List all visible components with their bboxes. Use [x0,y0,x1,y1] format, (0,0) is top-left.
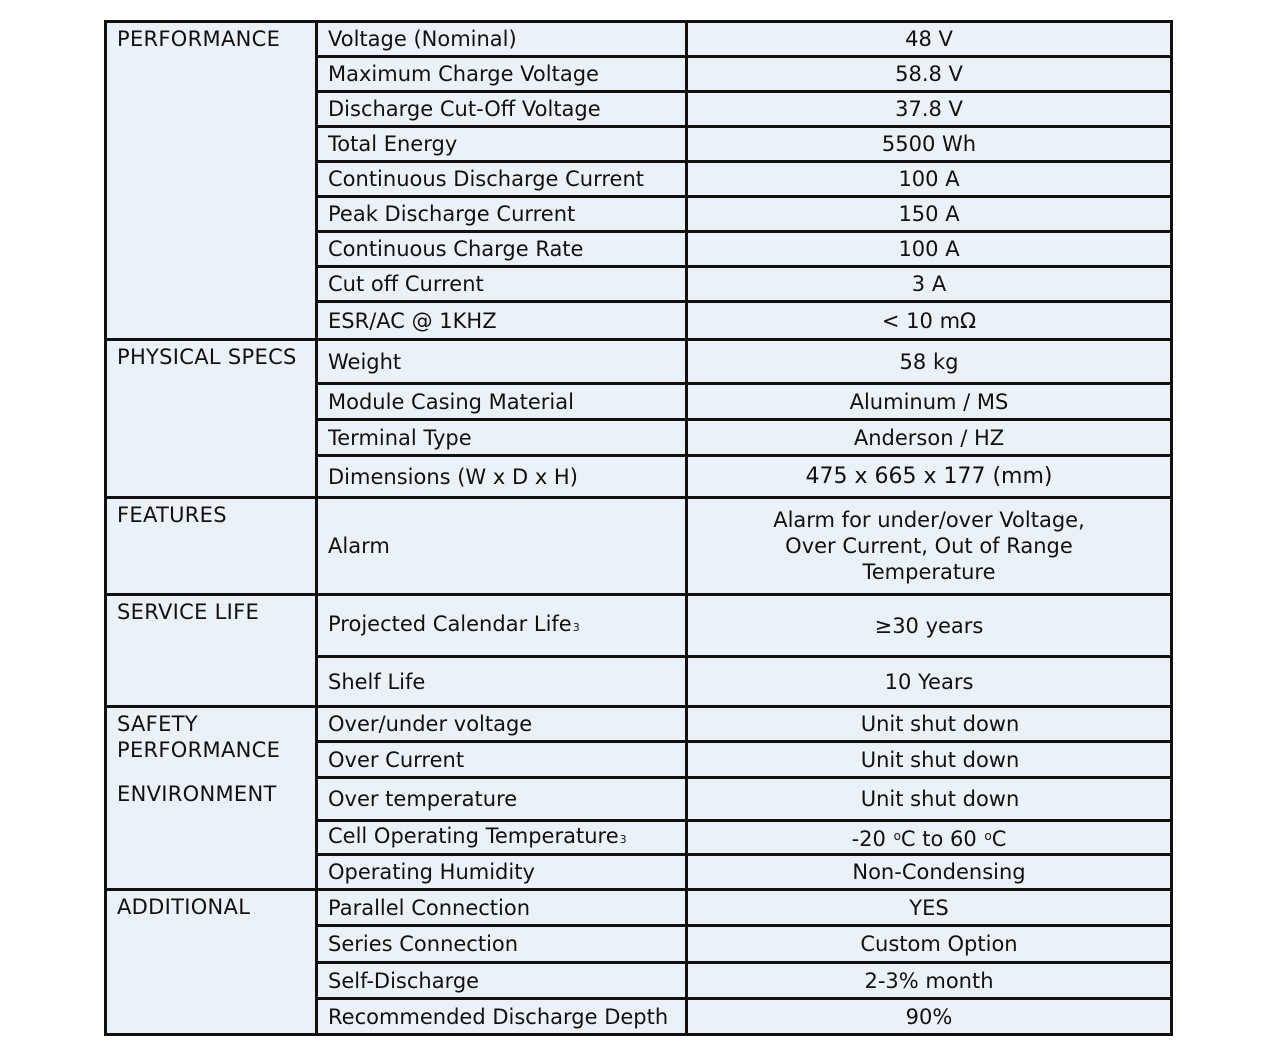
value-line: Alarm for under/over Voltage, [773,508,1085,532]
row-value: 58.8 V [687,57,1172,92]
row-label: Total Energy [317,127,687,162]
table-row [106,890,1172,926]
row-label: Over/under voltage [317,707,687,742]
row-label: Parallel Connection [317,890,687,926]
row-label [317,595,687,657]
degree-marker: o [984,829,992,843]
row-label: Shelf Life [317,657,687,707]
row-label: Continuous Discharge Current [317,162,687,197]
category-line: ENVIRONMENT [117,782,277,806]
value-part: C [991,827,1007,851]
table-row [106,707,1172,742]
footnote-marker: 3 [572,620,580,634]
table-row [106,498,1172,595]
row-value: Aluminum / MS [687,384,1172,420]
row-label: Discharge Cut-Off Voltage [317,92,687,127]
row-value: Custom Option [687,926,1172,963]
row-value: 5500 Wh [687,127,1172,162]
row-value: ≥30 years [687,595,1172,657]
spec-table [104,20,1173,1036]
category-service-life: SERVICE LIFE [106,595,317,707]
row-value: 150 A [687,197,1172,232]
row-label: Peak Discharge Current [317,197,687,232]
row-value: < 10 mΩ [687,302,1172,340]
row-value-multiline [687,498,1172,595]
row-label: Module Casing Material [317,384,687,420]
row-label: ESR/AC @ 1KHZ [317,302,687,340]
row-label: Continuous Charge Rate [317,232,687,267]
table-row [106,595,1172,657]
row-value: 10 Years [687,657,1172,707]
value-line: Over Current, Out of Range [785,534,1073,558]
label-text: Cell Operating Temperature [328,823,619,848]
row-value: Unit shut down [687,742,1172,778]
label-text: Projected Calendar Life [328,611,572,636]
row-label: Voltage (Nominal) [317,22,687,57]
row-value: 90% [687,999,1172,1035]
row-value: 2-3% month [687,963,1172,999]
row-label: Terminal Type [317,420,687,456]
row-label: Cut off Current [317,267,687,302]
row-label [317,821,687,855]
row-value: Non-Condensing [687,855,1172,890]
row-value [687,821,1172,855]
row-label: Series Connection [317,926,687,963]
value-part: -20 [851,827,893,851]
row-label: Self-Discharge [317,963,687,999]
row-label: Recommended Discharge Depth [317,999,687,1035]
row-value: Unit shut down [687,707,1172,742]
row-value: 100 A [687,162,1172,197]
row-value: 37.8 V [687,92,1172,127]
category-features: FEATURES [106,498,317,595]
table-row [106,340,1172,384]
category-line: PERFORMANCE [117,738,281,762]
row-label: Maximum Charge Voltage [317,57,687,92]
row-value: 3 A [687,267,1172,302]
category-line: SAFETY [117,712,198,736]
footnote-marker: 3 [619,832,627,846]
row-value: 100 A [687,232,1172,267]
category-physical-specs: PHYSICAL SPECS [106,340,317,498]
row-value: 48 V [687,22,1172,57]
row-label: Operating Humidity [317,855,687,890]
row-value: 58 kg [687,340,1172,384]
row-label: Over temperature [317,778,687,821]
value-line: Temperature [862,560,996,584]
degree-marker: o [893,829,901,843]
row-label: Over Current [317,742,687,778]
row-label: Weight [317,340,687,384]
row-value: YES [687,890,1172,926]
category-safety [106,707,317,890]
row-label: Dimensions (W x D x H) [317,456,687,498]
value-part: C to 60 [900,827,984,851]
row-label: Alarm [317,498,687,595]
table-row [106,22,1172,57]
row-value: 475 x 665 x 177 (mm) [687,456,1172,498]
row-value: Unit shut down [687,778,1172,821]
category-additional: ADDITIONAL [106,890,317,1035]
row-value: Anderson / HZ [687,420,1172,456]
category-performance: PERFORMANCE [106,22,317,340]
